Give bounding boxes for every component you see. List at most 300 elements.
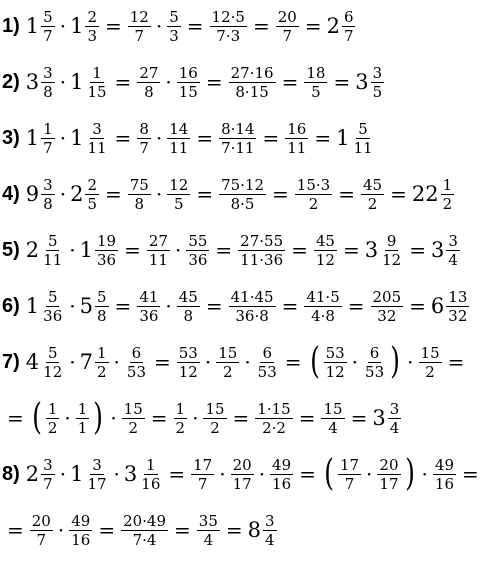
- denominator: 7: [43, 26, 53, 45]
- denominator: 16: [141, 474, 161, 493]
- mixed-number: [412, 177, 455, 212]
- numerator: 49: [272, 455, 292, 474]
- denominator: 7: [43, 474, 53, 493]
- problem-number: 5): [2, 238, 20, 261]
- denominator: 36: [139, 306, 159, 325]
- equals-sign: =: [281, 70, 299, 94]
- multiply-dot: ·: [59, 182, 67, 206]
- mixed-number: [372, 401, 402, 436]
- whole-part: 1: [79, 238, 93, 262]
- numerator: 6: [131, 343, 142, 362]
- equals-sign: =: [7, 518, 24, 542]
- fraction: [95, 289, 109, 324]
- whole-part: 2: [25, 238, 40, 262]
- denominator: 4: [328, 418, 338, 437]
- denominator: 4: [265, 530, 275, 549]
- fraction: [216, 345, 239, 380]
- whole-part: 3: [364, 238, 379, 262]
- equals-sign: =: [154, 350, 171, 374]
- whole-part: 1: [70, 462, 84, 486]
- numerator: 5: [47, 231, 58, 250]
- fraction: [41, 345, 64, 380]
- numerator: 15: [218, 343, 238, 362]
- mixed-number: [70, 65, 109, 100]
- multiply-dot: ·: [165, 294, 172, 318]
- fraction: [174, 401, 188, 436]
- denominator: 8: [43, 82, 53, 101]
- denominator: 2: [47, 418, 58, 437]
- whole-part: 6: [430, 294, 445, 318]
- fraction: [137, 289, 160, 324]
- denominator: 3: [169, 26, 179, 45]
- fraction: [371, 289, 404, 324]
- multiply-dot: ·: [174, 238, 182, 262]
- numerator: 16: [287, 119, 307, 138]
- denominator: 7: [139, 138, 149, 157]
- fraction: [380, 233, 403, 268]
- multiply-dot: ·: [110, 406, 117, 430]
- denominator: 8·5: [230, 194, 255, 213]
- whole-part: 9: [25, 182, 40, 206]
- equals-sign: =: [347, 294, 365, 318]
- denominator: 32: [377, 306, 397, 325]
- mixed-number: [124, 457, 163, 492]
- equation-line: [2, 174, 455, 214]
- fraction: [95, 345, 109, 380]
- denominator: 7·4: [132, 530, 157, 549]
- numerator: 8: [139, 119, 149, 138]
- denominator: 32: [448, 306, 468, 325]
- denominator: 2: [308, 194, 319, 213]
- fraction: [446, 233, 460, 268]
- equals-sign: =: [105, 182, 122, 206]
- equals-sign: =: [114, 70, 132, 94]
- fraction: [85, 121, 108, 156]
- problem-number: 3): [2, 126, 20, 149]
- denominator: 2: [97, 362, 107, 381]
- numerator: 27·55: [240, 231, 284, 250]
- numerator: 3: [92, 455, 102, 474]
- denominator: 7: [43, 138, 53, 157]
- numerator: 17: [193, 455, 213, 474]
- fraction: [177, 289, 200, 324]
- equals-sign: =: [299, 462, 316, 486]
- numerator: 3: [372, 63, 383, 82]
- numerator: 3: [265, 511, 275, 530]
- whole-part: 2: [25, 462, 40, 486]
- numerator: 5: [43, 7, 53, 26]
- numerator: 3: [43, 63, 53, 82]
- numerator: 1: [77, 399, 88, 418]
- fraction: [85, 177, 99, 212]
- denominator: 8: [134, 194, 145, 213]
- multiply-dot: ·: [59, 462, 67, 486]
- fraction: [85, 9, 99, 44]
- mixed-number: [26, 9, 56, 44]
- fraction: [203, 401, 226, 436]
- numerator: 3: [448, 231, 458, 250]
- denominator: 11: [87, 138, 107, 157]
- numerator: 6: [343, 7, 354, 26]
- left-paren: (: [324, 453, 334, 494]
- fraction: [41, 289, 64, 324]
- denominator: 7: [344, 474, 355, 493]
- whole-part: 4: [25, 350, 40, 374]
- denominator: 5: [311, 82, 321, 101]
- fraction: [85, 457, 108, 492]
- denominator: 2·2: [262, 418, 286, 437]
- denominator: 8: [43, 194, 53, 213]
- denominator: 16: [71, 530, 91, 549]
- whole-part: 1: [70, 70, 84, 94]
- numerator: 75: [129, 175, 149, 194]
- numerator: 3: [43, 175, 53, 194]
- fraction: [377, 457, 400, 492]
- fraction: [41, 121, 55, 156]
- fraction: [324, 345, 347, 380]
- numerator: 2: [87, 175, 97, 194]
- numerator: 2: [87, 7, 97, 26]
- numerator: 49: [434, 455, 454, 474]
- equals-sign: =: [272, 182, 289, 206]
- denominator: 7: [343, 26, 354, 45]
- numerator: 53: [178, 343, 198, 362]
- equals-sign: =: [350, 406, 368, 430]
- numerator: 19: [97, 231, 117, 250]
- fraction: [167, 121, 190, 156]
- multiply-dot: ·: [165, 70, 172, 94]
- whole-part: 22: [411, 182, 439, 206]
- problem-number: 4): [2, 182, 20, 205]
- denominator: 12: [43, 362, 63, 381]
- numerator: 45: [362, 175, 383, 194]
- right-paren: ): [93, 397, 104, 438]
- denominator: 11: [148, 250, 168, 269]
- equals-sign: =: [409, 294, 426, 318]
- equation-line: [2, 62, 385, 102]
- equals-sign: =: [390, 182, 407, 206]
- fraction: [41, 9, 55, 44]
- equals-sign: =: [232, 406, 250, 430]
- numerator: 5: [358, 119, 368, 138]
- mixed-number: [248, 513, 278, 548]
- whole-part: 1: [25, 126, 40, 150]
- mixed-number: [26, 233, 65, 268]
- numerator: 1: [175, 399, 186, 418]
- mixed-number: [365, 233, 404, 268]
- fraction: [210, 9, 247, 44]
- equals-sign: =: [338, 182, 355, 206]
- denominator: 8: [97, 306, 107, 325]
- numerator: 18: [306, 63, 326, 82]
- fraction: [186, 233, 209, 268]
- fraction: [177, 65, 200, 100]
- whole-part: 3: [355, 70, 369, 94]
- denominator: 7: [282, 26, 293, 45]
- multiply-dot: ·: [59, 14, 67, 38]
- whole-part: 7: [79, 350, 93, 374]
- denominator: 7·11: [221, 138, 255, 157]
- fraction: [304, 289, 341, 324]
- mixed-number: [26, 345, 65, 380]
- fraction: [139, 457, 162, 492]
- fraction: [69, 513, 92, 548]
- mixed-number: [355, 65, 385, 100]
- multiply-dot: ·: [155, 14, 163, 38]
- multiply-dot: ·: [69, 350, 76, 374]
- whole-part: 8: [247, 518, 262, 542]
- fraction: [295, 177, 332, 212]
- multiply-dot: ·: [351, 350, 359, 374]
- fraction: [177, 345, 200, 380]
- equation-line: [2, 342, 469, 382]
- denominator: 2: [425, 362, 435, 381]
- equals-sign: =: [205, 294, 223, 318]
- fraction: [231, 457, 254, 492]
- fraction: [122, 401, 145, 436]
- whole-part: 3: [123, 462, 138, 486]
- fraction: [41, 457, 55, 492]
- multiply-dot: ·: [258, 462, 266, 486]
- denominator: 53: [365, 362, 385, 381]
- numerator: 13: [448, 287, 468, 306]
- denominator: 2: [210, 418, 220, 437]
- equals-sign: =: [462, 462, 479, 486]
- fraction: [137, 65, 160, 100]
- equals-sign: =: [196, 126, 214, 150]
- fraction: [338, 457, 361, 492]
- multiply-dot: ·: [407, 350, 414, 374]
- denominator: 12: [382, 250, 402, 269]
- equation-line: [2, 286, 470, 326]
- denominator: 12: [325, 362, 345, 381]
- numerator: 41: [139, 287, 159, 306]
- equals-sign: =: [215, 238, 233, 262]
- numerator: 16: [178, 63, 198, 82]
- numerator: 5: [47, 287, 58, 306]
- fraction: [41, 65, 55, 100]
- denominator: 2: [442, 194, 453, 213]
- fraction: [256, 345, 279, 380]
- whole-part: 1: [70, 126, 84, 150]
- whole-part: 3: [25, 70, 40, 94]
- equals-sign: =: [124, 238, 141, 262]
- mixed-number: [26, 177, 56, 212]
- fraction: [197, 513, 220, 548]
- mixed-number: [431, 289, 470, 324]
- problem-number: 8): [2, 462, 20, 485]
- left-paren: (: [31, 397, 42, 438]
- equation-line: [2, 454, 482, 494]
- mixed-number: [327, 9, 357, 44]
- denominator: 17: [232, 474, 252, 493]
- denominator: 3: [87, 26, 97, 45]
- equals-sign: =: [114, 294, 132, 318]
- denominator: 7: [134, 26, 145, 45]
- equals-sign: =: [196, 182, 214, 206]
- denominator: 2: [367, 194, 378, 213]
- fraction: [304, 65, 327, 100]
- denominator: 4: [203, 530, 214, 549]
- numerator: 1: [43, 119, 53, 138]
- mixed-number: [26, 65, 56, 100]
- fraction: [314, 233, 337, 268]
- denominator: 2: [128, 418, 138, 437]
- denominator: 16: [434, 474, 454, 493]
- denominator: 11·36: [240, 250, 284, 269]
- equals-sign: =: [186, 14, 204, 38]
- denominator: 2: [175, 418, 186, 437]
- equation-line: [2, 6, 356, 46]
- fraction: [95, 233, 118, 268]
- numerator: 9: [386, 231, 397, 250]
- mixed-number: [336, 121, 375, 156]
- numerator: 53: [325, 343, 345, 362]
- fraction: [361, 177, 384, 212]
- mixed-number: [70, 9, 100, 44]
- multiply-dot: ·: [113, 350, 120, 374]
- multiply-dot: ·: [204, 350, 212, 374]
- numerator: 1: [92, 63, 102, 82]
- numerator: 3: [92, 119, 102, 138]
- denominator: 53: [126, 362, 146, 381]
- multiply-dot: ·: [64, 406, 71, 430]
- equals-sign: =: [304, 14, 322, 38]
- numerator: 27·16: [230, 63, 274, 82]
- fraction: [433, 457, 456, 492]
- denominator: 16: [272, 474, 292, 493]
- denominator: 4: [389, 418, 400, 437]
- fraction: [125, 345, 148, 380]
- equals-sign: =: [314, 126, 332, 150]
- equals-sign: =: [447, 350, 465, 374]
- denominator: 53: [257, 362, 277, 381]
- denominator: 5: [173, 194, 184, 213]
- numerator: 12: [129, 7, 149, 26]
- fraction: [128, 9, 151, 44]
- equation-line: [2, 118, 376, 158]
- whole-part: 1: [25, 14, 40, 38]
- numerator: 5: [169, 7, 179, 26]
- fraction: [167, 9, 181, 44]
- problem-number: 1): [2, 14, 20, 37]
- numerator: 3: [389, 399, 400, 418]
- numerator: 20: [232, 455, 252, 474]
- problem-number: 2): [2, 70, 20, 93]
- denominator: 36: [43, 306, 63, 325]
- denominator: 4: [448, 250, 458, 269]
- numerator: 15: [205, 399, 225, 418]
- multiply-dot: ·: [192, 406, 199, 430]
- denominator: 5: [87, 194, 97, 213]
- equals-sign: =: [342, 238, 360, 262]
- mixed-number: [80, 233, 119, 268]
- denominator: 7: [36, 530, 47, 549]
- whole-part: 3: [430, 238, 445, 262]
- fraction: [446, 289, 469, 324]
- fraction: [167, 177, 190, 212]
- denominator: 8·15: [235, 82, 269, 101]
- fraction: [219, 121, 256, 156]
- denominator: 17: [379, 474, 399, 493]
- denominator: 11: [43, 250, 63, 269]
- denominator: 15: [87, 82, 107, 101]
- numerator: 55: [188, 231, 208, 250]
- numerator: 14: [169, 119, 189, 138]
- mixed-number: [431, 233, 461, 268]
- numerator: 1: [146, 455, 156, 474]
- whole-part: 1: [336, 126, 350, 150]
- mixed-number: [80, 289, 110, 324]
- fraction: [229, 289, 276, 324]
- numerator: 1: [442, 175, 453, 194]
- denominator: 36: [97, 250, 117, 269]
- right-paren: ): [390, 341, 401, 382]
- equals-sign: =: [105, 14, 122, 38]
- multiply-dot: ·: [59, 126, 67, 150]
- numerator: 8·14: [221, 119, 255, 138]
- numerator: 17: [339, 455, 360, 474]
- numerator: 20: [277, 7, 297, 26]
- fraction: [363, 345, 386, 380]
- equals-sign: =: [333, 70, 351, 94]
- equation-line: [2, 510, 278, 550]
- numerator: 20: [379, 455, 399, 474]
- denominator: 4·8: [311, 306, 335, 325]
- equals-sign: =: [281, 294, 299, 318]
- numerator: 1: [47, 399, 58, 418]
- fraction: [191, 457, 214, 492]
- fraction: [128, 177, 151, 212]
- numerator: 75·12: [221, 175, 265, 194]
- multiply-dot: ·: [57, 518, 65, 542]
- numerator: 45: [178, 287, 198, 306]
- whole-part: 1: [70, 14, 84, 38]
- denominator: 36·8: [235, 306, 269, 325]
- fraction: [351, 121, 374, 156]
- denominator: 11: [353, 138, 373, 157]
- multiply-dot: ·: [366, 462, 373, 486]
- equals-sign: =: [252, 14, 270, 38]
- equals-sign: =: [298, 406, 316, 430]
- equals-sign: =: [114, 126, 132, 150]
- fraction: [388, 401, 402, 436]
- denominator: 5: [372, 82, 383, 101]
- denominator: 15: [178, 82, 198, 101]
- denominator: 2: [222, 362, 233, 381]
- equals-sign: =: [284, 350, 302, 374]
- numerator: 12·5: [211, 7, 245, 26]
- mixed-number: [26, 289, 65, 324]
- equals-sign: =: [174, 518, 191, 542]
- fraction: [41, 177, 55, 212]
- denominator: 11: [169, 138, 189, 157]
- fraction: [137, 121, 151, 156]
- denominator: 11: [287, 138, 307, 157]
- numerator: 6: [369, 343, 380, 362]
- equals-sign: =: [98, 518, 116, 542]
- fraction: [41, 233, 64, 268]
- multiply-dot: ·: [69, 238, 76, 262]
- whole-part: 5: [79, 294, 93, 318]
- denominator: 1: [77, 418, 88, 437]
- denominator: 12: [178, 362, 198, 381]
- fraction: [342, 9, 356, 44]
- numerator: 1: [97, 343, 107, 362]
- numerator: 45: [315, 231, 335, 250]
- denominator: 8: [144, 82, 154, 101]
- multiply-dot: ·: [113, 462, 120, 486]
